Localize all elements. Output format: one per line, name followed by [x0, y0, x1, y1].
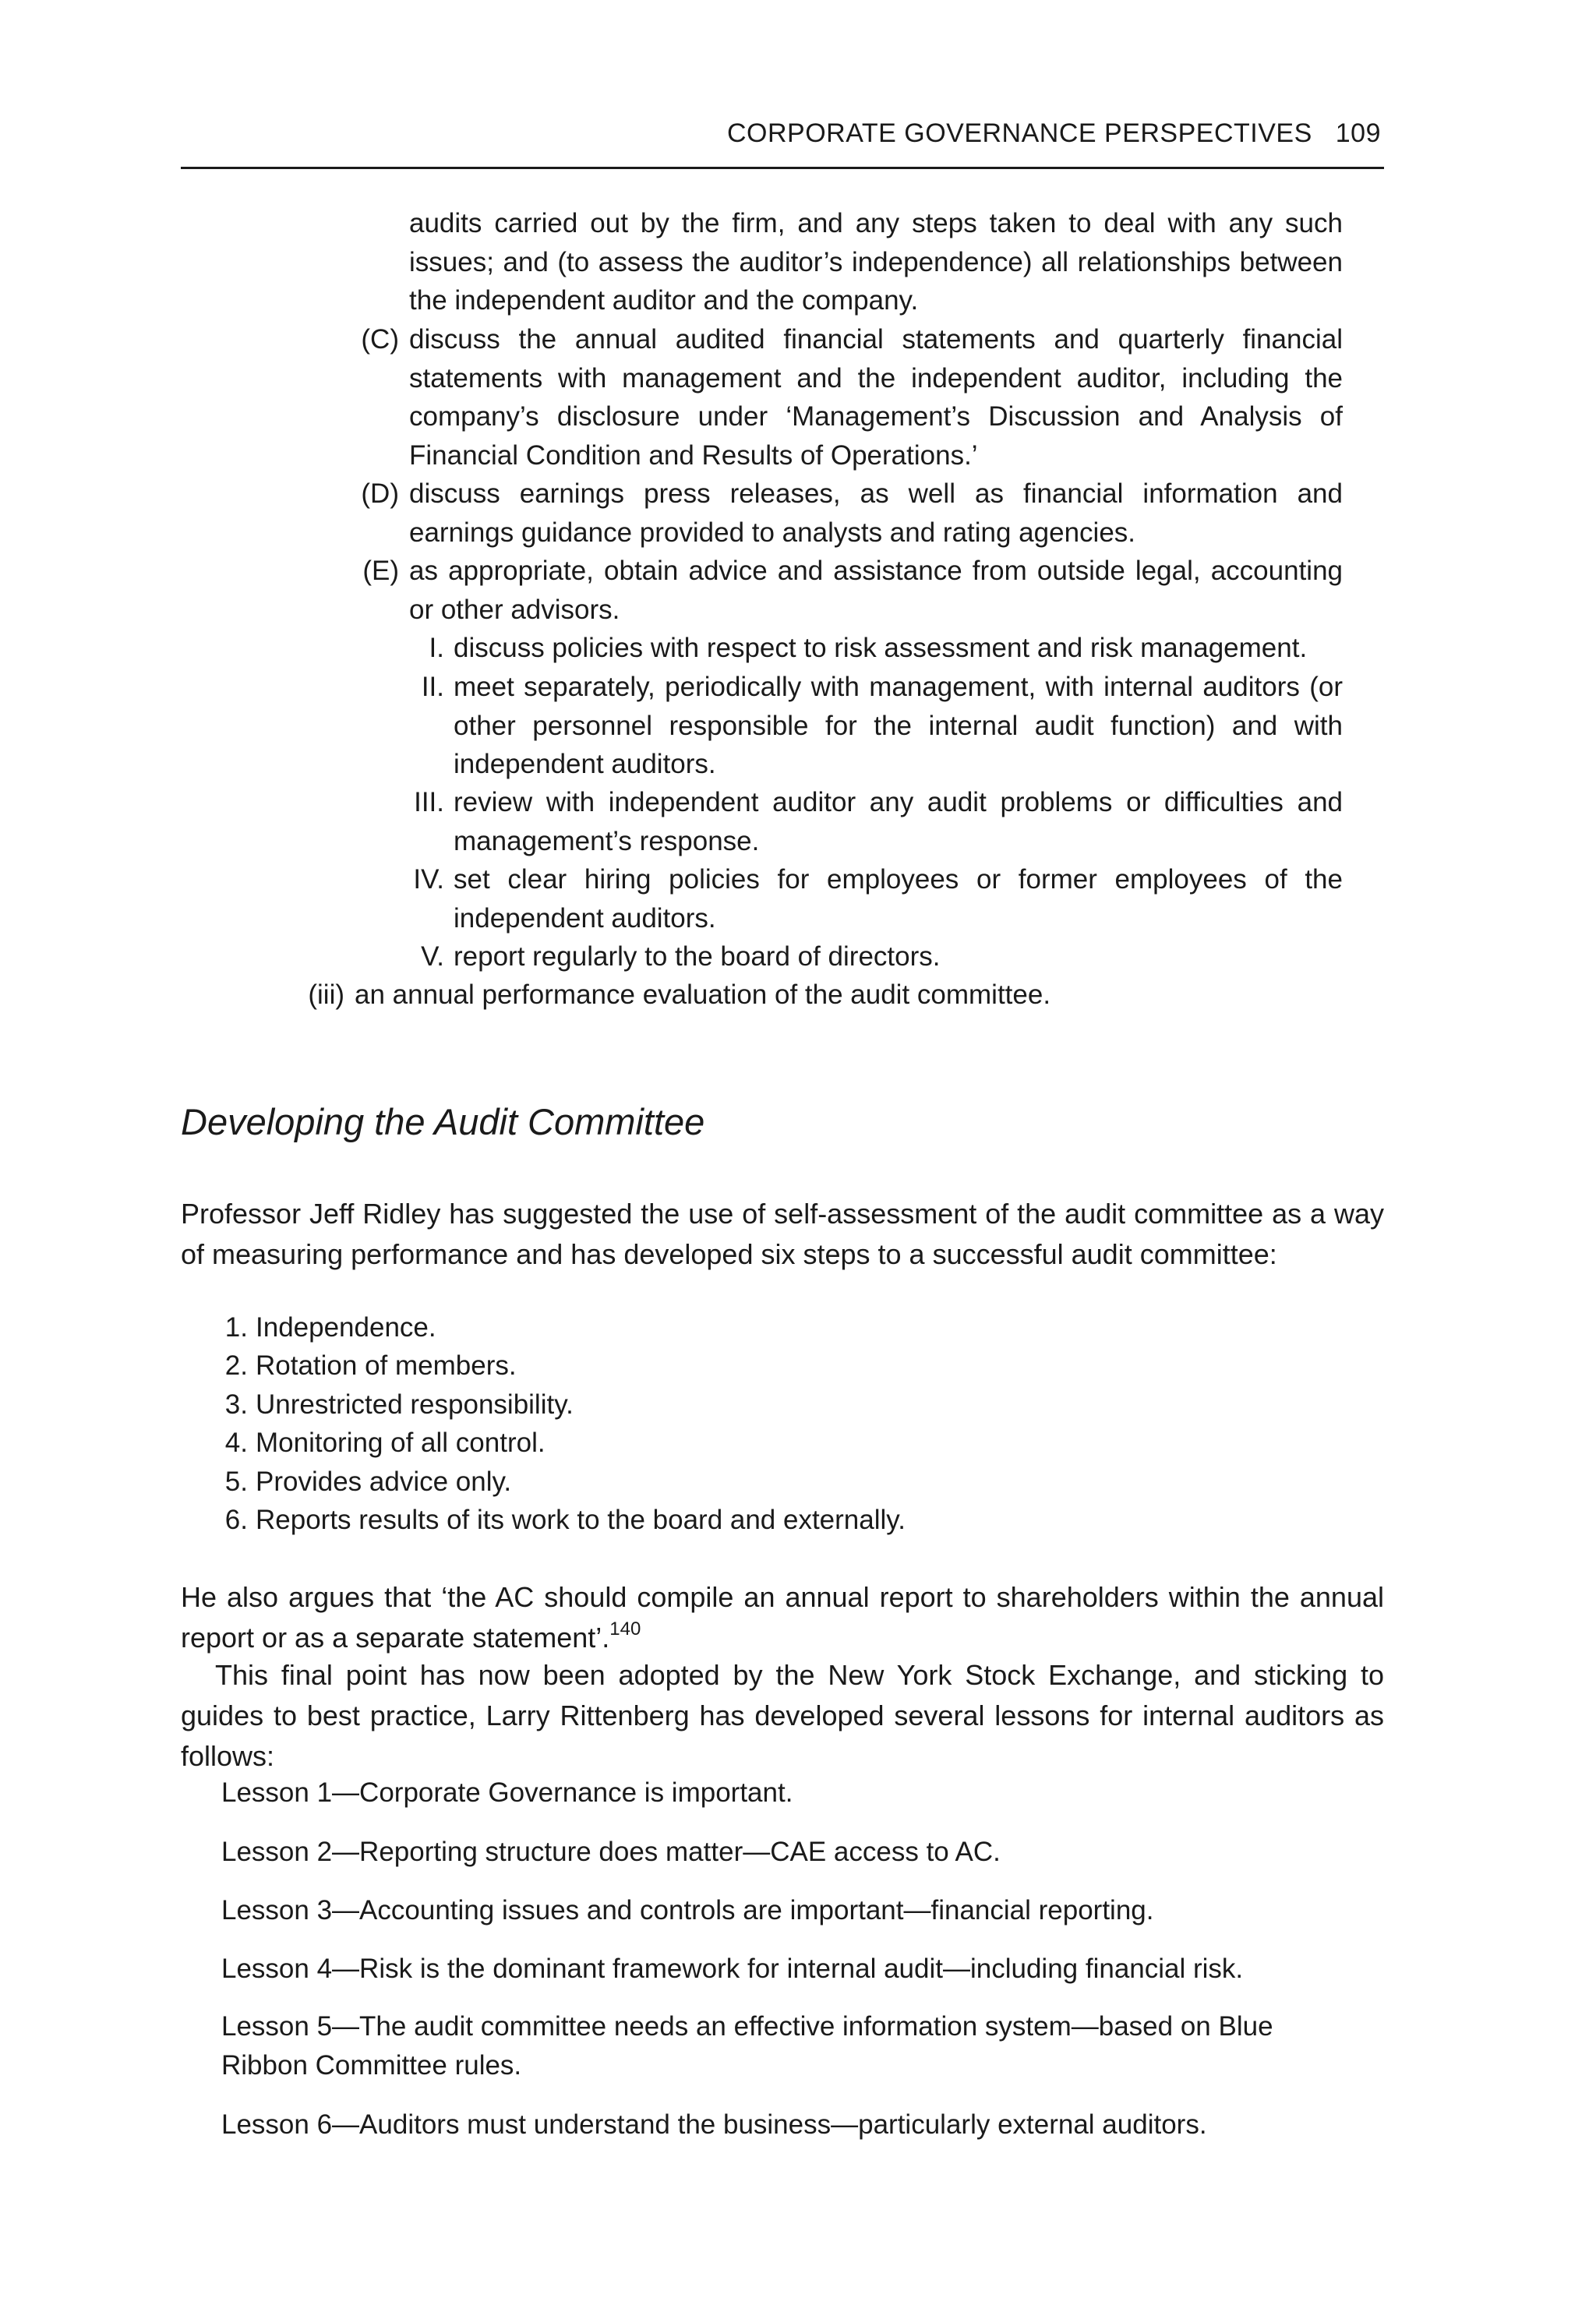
step-number: 2.: [224, 1350, 248, 1381]
list-marker: IV.: [413, 864, 444, 895]
running-title: CORPORATE GOVERNANCE PERSPECTIVES: [726, 118, 1312, 148]
lesson-2: Lesson 2—Reporting structure does matter—CAE access to AC.: [221, 1837, 1001, 1867]
list-marker: II.: [421, 672, 444, 702]
step-item-2: [224, 1347, 1269, 1385]
list-item-text: discuss policies with respect to risk assessment and risk management.: [454, 633, 1308, 663]
list-item-text: discuss the annual audited financial statements and quarterly financial statements with management and the independent auditor, including the company’s disclosure under ‘Management’s Discussion and Analysis of Financial Condition and Results of Operations.’: [409, 324, 1343, 471]
footnote-reference: 140: [609, 1618, 641, 1640]
argues-paragraph: [181, 1577, 1384, 1658]
lesson-1: Lesson 1—Corporate Governance is important.: [221, 1777, 793, 1808]
step-text: Reports results of its work to the board and externally.: [256, 1505, 906, 1535]
sub-item-iii: [414, 783, 1343, 860]
step-item-4: [224, 1424, 1269, 1463]
step-text: Provides advice only.: [256, 1467, 512, 1497]
lesson-4: Lesson 4—Risk is the dominant framework for internal audit—including financial risk.: [221, 1954, 1244, 1984]
header-rule: [181, 167, 1384, 169]
list-item-text: report regularly to the board of directors.: [454, 941, 941, 972]
list-item-c: [361, 320, 1343, 475]
list-marker: (iii): [308, 979, 344, 1010]
sub-item-v: [421, 937, 1343, 976]
step-item-6: [224, 1501, 1269, 1540]
step-number: 4.: [224, 1428, 248, 1458]
page-number: 109: [1335, 118, 1381, 148]
step-text: Rotation of members.: [256, 1350, 517, 1381]
list-item-text: set clear hiring policies for employees or former employees of the independent auditors.: [454, 864, 1343, 934]
argues-text: He also argues that ‘the AC should compile an annual report to shareholders within the annual report or as a separate statement’.: [181, 1581, 1384, 1654]
lesson-3: Lesson 3—Accounting issues and controls are important—financial reporting.: [221, 1895, 1154, 1925]
step-number: 3.: [224, 1389, 248, 1420]
sub-item-i: [429, 629, 1343, 668]
list-marker: I.: [429, 633, 444, 663]
continuation-text: audits carried out by the firm, and any steps taken to deal with any such issues; and (to assess the auditor’s independence) all relationships between the independent auditor and the company.: [409, 208, 1343, 316]
step-text: Unrestricted responsibility.: [256, 1389, 574, 1420]
intro-paragraph: Professor Jeff Ridley has suggested the use of self-assessment of the audit committee as a way of measuring performance and has developed six steps to a successful audit committee:: [181, 1198, 1384, 1270]
step-number: 6.: [224, 1505, 248, 1535]
list-marker: (E): [362, 556, 399, 586]
sub-item-iv: [413, 860, 1343, 937]
step-text: Independence.: [256, 1312, 436, 1343]
lesson-5: Lesson 5—The audit committee needs an effective information system—based on Blue Ribbon Committee rules.: [221, 2011, 1273, 2081]
list-marker: (C): [361, 324, 399, 355]
running-header: [727, 117, 1381, 150]
section-heading: Developing the Audit Committee: [181, 1101, 705, 1142]
step-item-3: [224, 1385, 1269, 1424]
list-marker: V.: [421, 941, 444, 972]
step-item-5: [224, 1463, 1269, 1502]
final-point-paragraph: This final point has now been adopted by the New York Stock Exchange, and sticking to guides to best practice, Larry Rittenberg has developed several lessons for internal auditors as follows:: [181, 1659, 1384, 1772]
list-item-iii: [308, 976, 1343, 1015]
list-item-text: review with independent auditor any audit problems or difficulties and management’s response.: [454, 787, 1343, 856]
list-item-text: discuss earnings press releases, as well as financial information and earnings guidance provided to analysts and rating agencies.: [409, 478, 1343, 548]
step-number: 1.: [224, 1312, 248, 1343]
list-item-e: [362, 552, 1343, 629]
step-text: Monitoring of all control.: [256, 1428, 546, 1458]
list-item-text: meet separately, periodically with management, with internal auditors (or other personnel responsible for the internal audit function) and with independent auditors.: [454, 672, 1343, 779]
step-item-1: [224, 1308, 1269, 1347]
list-item-text: an annual performance evaluation of the audit committee.: [355, 979, 1051, 1010]
lesson-6: Lesson 6—Auditors must understand the business—particularly external auditors.: [221, 2109, 1207, 2140]
list-item-d: [361, 475, 1343, 552]
list-marker: III.: [414, 787, 444, 817]
list-marker: (D): [361, 478, 399, 509]
list-item-text: as appropriate, obtain advice and assistance from outside legal, accounting or other advisors.: [409, 556, 1343, 625]
sub-item-ii: [421, 668, 1343, 784]
step-number: 5.: [224, 1467, 248, 1497]
